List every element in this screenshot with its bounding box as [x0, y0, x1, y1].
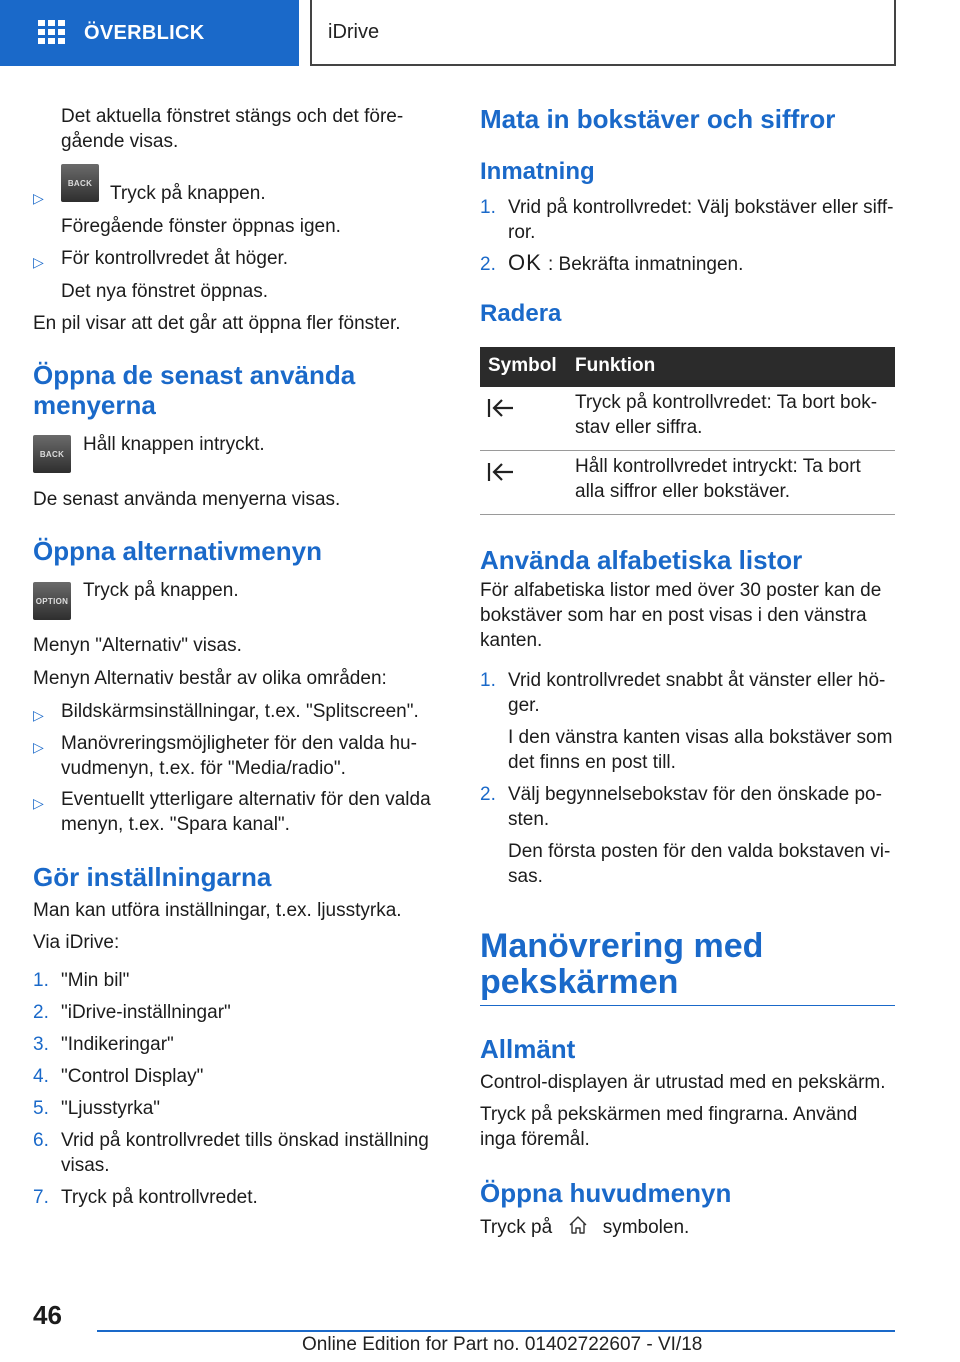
- heading-options-menu: Öppna alternativmenyn: [33, 536, 322, 566]
- paragraph: Det aktuella fönstret stängs och det före- gående visas.: [61, 106, 404, 152]
- bullet-triangle-icon: ▷: [33, 254, 44, 270]
- section-tab-label: ÖVERBLICK: [84, 21, 205, 44]
- bullet-text: För kontrollvredet åt höger.: [61, 248, 289, 269]
- step-text: "iDrive-inställningar": [61, 1002, 231, 1023]
- step-number: 2.: [33, 1002, 49, 1023]
- paragraph: Menyn Alternativ består av olika områden:: [33, 668, 387, 689]
- paragraph: Control-displayen är utrustad med en pekskärm.: [480, 1072, 886, 1093]
- heading-alpha-lists: Använda alfabetiska listor: [480, 545, 803, 575]
- step-number: 5.: [33, 1098, 49, 1119]
- paragraph: En pil visar att det går att öppna fler fönster.: [33, 313, 401, 334]
- step-number: 3.: [33, 1034, 49, 1055]
- step-number: 7.: [33, 1187, 49, 1208]
- footer-edition: Online Edition for Part no. 01402722607 - VI/18: [302, 1334, 703, 1355]
- table-row: Håll kontrollvredet intryckt: Ta bort alla siffror eller bokstäver.: [575, 456, 861, 502]
- ok-icon: OK: [508, 250, 542, 275]
- step-text: : Bekräfta inmatningen.: [548, 254, 744, 275]
- heading-touchscreen: Manövrering med pekskärmen: [480, 927, 764, 1001]
- paragraph: Man kan utföra inställningar, t.ex. ljusstyrka.: [33, 900, 402, 921]
- divider: [480, 1005, 895, 1006]
- bullet-text: Bildskärmsinställningar, t.ex. "Splitscreen".: [61, 701, 419, 722]
- step-text: Tryck på kontrollvredet.: [61, 1187, 258, 1208]
- footer-divider: [97, 1330, 895, 1332]
- step-number: 1.: [480, 670, 496, 691]
- back-button-icon: BACK: [61, 164, 99, 202]
- step-text: "Control Display": [61, 1066, 204, 1087]
- chapter-title: iDrive: [328, 20, 380, 43]
- step-number: 1.: [33, 970, 49, 991]
- heading-main-menu: Öppna huvudmenyn: [480, 1178, 732, 1208]
- step-number: 6.: [33, 1130, 49, 1151]
- heading-input-letters: Mata in bokstäver och siffror: [480, 104, 836, 134]
- bullet-triangle-icon: ▷: [33, 190, 44, 206]
- paragraph: De senast använda menyerna visas.: [33, 489, 341, 510]
- table-row: Tryck på kontrollvredet: Ta bort bok- stav eller siffra.: [575, 392, 878, 438]
- delete-char-icon: [486, 396, 516, 420]
- section-tab[interactable]: [0, 0, 299, 66]
- chapter-header: [310, 0, 896, 66]
- bullet-triangle-icon: ▷: [33, 707, 44, 723]
- step-text: "Ljusstyrka": [61, 1098, 161, 1119]
- heading-delete: Radera: [480, 300, 562, 327]
- grid-menu-icon: [38, 20, 66, 46]
- step-text: Vrid på kontrollvredet: Välj bokstäver eller siff- ror.: [508, 197, 894, 243]
- step-text: Vrid kontrollvredet snabbt åt vänster eller hö- ger. I den vänstra kanten visas alla bokstäver som det finns en post till.: [508, 670, 893, 773]
- bullet-triangle-icon: ▷: [33, 739, 44, 755]
- paragraph: Tryck på symbolen.: [480, 1214, 689, 1240]
- step-text: Välj begynnelsebokstav för den önskade po- sten. Den första posten för den valda bokstaven vi- sas.: [508, 784, 891, 887]
- paragraph: Menyn "Alternativ" visas.: [33, 635, 242, 656]
- step-number: 2.: [480, 254, 496, 275]
- heading-entry: Inmatning: [480, 158, 595, 185]
- bullet-text: Tryck på knappen.: [110, 183, 266, 204]
- step-text: "Indikeringar": [61, 1034, 174, 1055]
- bullet-subtext: Föregående fönster öppnas igen.: [61, 216, 341, 237]
- bullet-subtext: Det nya fönstret öppnas.: [61, 281, 269, 302]
- paragraph: Via iDrive:: [33, 932, 120, 953]
- delete-table-header: [480, 347, 895, 387]
- heading-general: Allmänt: [480, 1034, 576, 1064]
- home-icon: [567, 1214, 589, 1236]
- step-number: 2.: [480, 784, 496, 805]
- paragraph: Tryck på knappen.: [83, 580, 239, 601]
- bullet-text: Eventuellt ytterligare alternativ för den valda menyn, t.ex. "Spara kanal".: [61, 789, 431, 835]
- table-row-divider: [480, 450, 895, 451]
- step-number: 1.: [480, 197, 496, 218]
- step-text: Vrid på kontrollvredet tills önskad inställning visas.: [61, 1130, 429, 1176]
- back-button-icon: BACK: [33, 435, 71, 473]
- heading-recent-menus: Öppna de senast använda menyerna: [33, 360, 356, 420]
- bullet-text: Manövreringsmöjligheter för den valda hu- vudmenyn, t.ex. för "Media/radio".: [61, 733, 417, 779]
- heading-settings: Gör inställningarna: [33, 862, 272, 892]
- delete-all-icon: [486, 460, 516, 484]
- step-number: 4.: [33, 1066, 49, 1087]
- bullet-triangle-icon: ▷: [33, 795, 44, 811]
- page-number: 46: [33, 1300, 62, 1330]
- table-header-function: Funktion: [575, 355, 656, 376]
- step-text: "Min bil": [61, 970, 130, 991]
- paragraph: Tryck på pekskärmen med fingrarna. Använd inga föremål.: [480, 1104, 858, 1150]
- table-header-symbol: Symbol: [488, 355, 557, 376]
- paragraph: För alfabetiska listor med över 30 poster kan de bokstäver som har en post visas i den vänstra kanten.: [480, 580, 882, 651]
- paragraph: Håll knappen intryckt.: [83, 434, 265, 455]
- table-row-divider: [480, 514, 895, 515]
- option-button-icon: OPTION: [33, 582, 71, 620]
